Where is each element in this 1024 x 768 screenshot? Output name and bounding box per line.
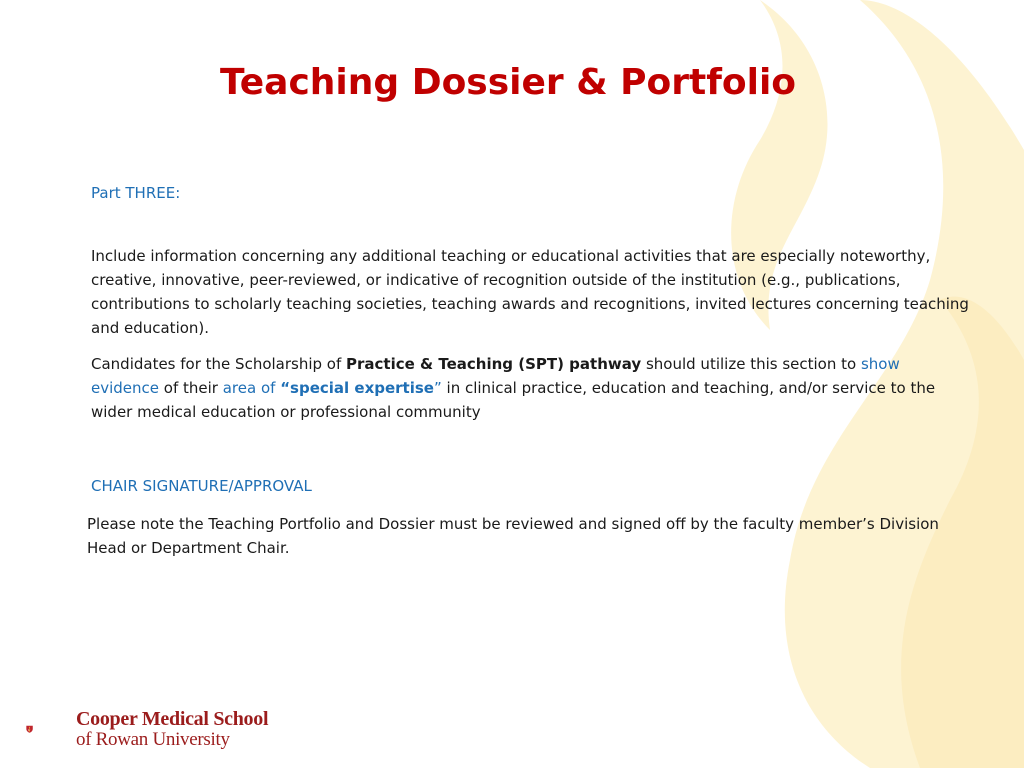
institution-logo-text [76, 709, 268, 750]
logo-line-2: of Rowan University [76, 729, 230, 750]
chair-approval-note: Please note the Teaching Portfolio and Dossier must be reviewed and signed off by the faculty member’s Division Head or Department Chair. [87, 515, 939, 557]
candidates-text-9: in clinical practice, education and teaching, and/or service to the wider medical education or professional community [91, 379, 936, 421]
part-three-heading: Part THREE: [91, 184, 181, 202]
show-evidence-text: show evidence [91, 355, 900, 397]
candidates-text-3: should utilize this section to [641, 355, 861, 373]
slide-title: Teaching Dossier & Portfolio [219, 62, 797, 103]
candidates-text-5: of their [159, 379, 223, 397]
cooper-logo-shield-icon [26, 706, 70, 752]
special-expertise-text: “special expertise [280, 379, 434, 397]
candidates-text-1: Candidates for the Scholarship of [91, 355, 347, 373]
chair-approval-heading: CHAIR SIGNATURE/APPROVAL [91, 477, 312, 495]
candidates-paragraph [91, 352, 961, 424]
closing-quote-text: ” [433, 379, 442, 397]
logo-line-1: Cooper Medical School [76, 708, 269, 730]
spt-pathway-text: Practice & Teaching (SPT) pathway [346, 355, 642, 373]
include-information-paragraph: Include information concerning any additional teaching or educational activities that are especially noteworthy, creative, innovative, peer-reviewed, or indicative of recognition outside of the institution (e.g., publications, contributions to scholarly teaching societies, teaching awards and recognitions, invited lectures concerning teaching and education). [91, 247, 969, 337]
area-of-text: area of [222, 379, 281, 397]
